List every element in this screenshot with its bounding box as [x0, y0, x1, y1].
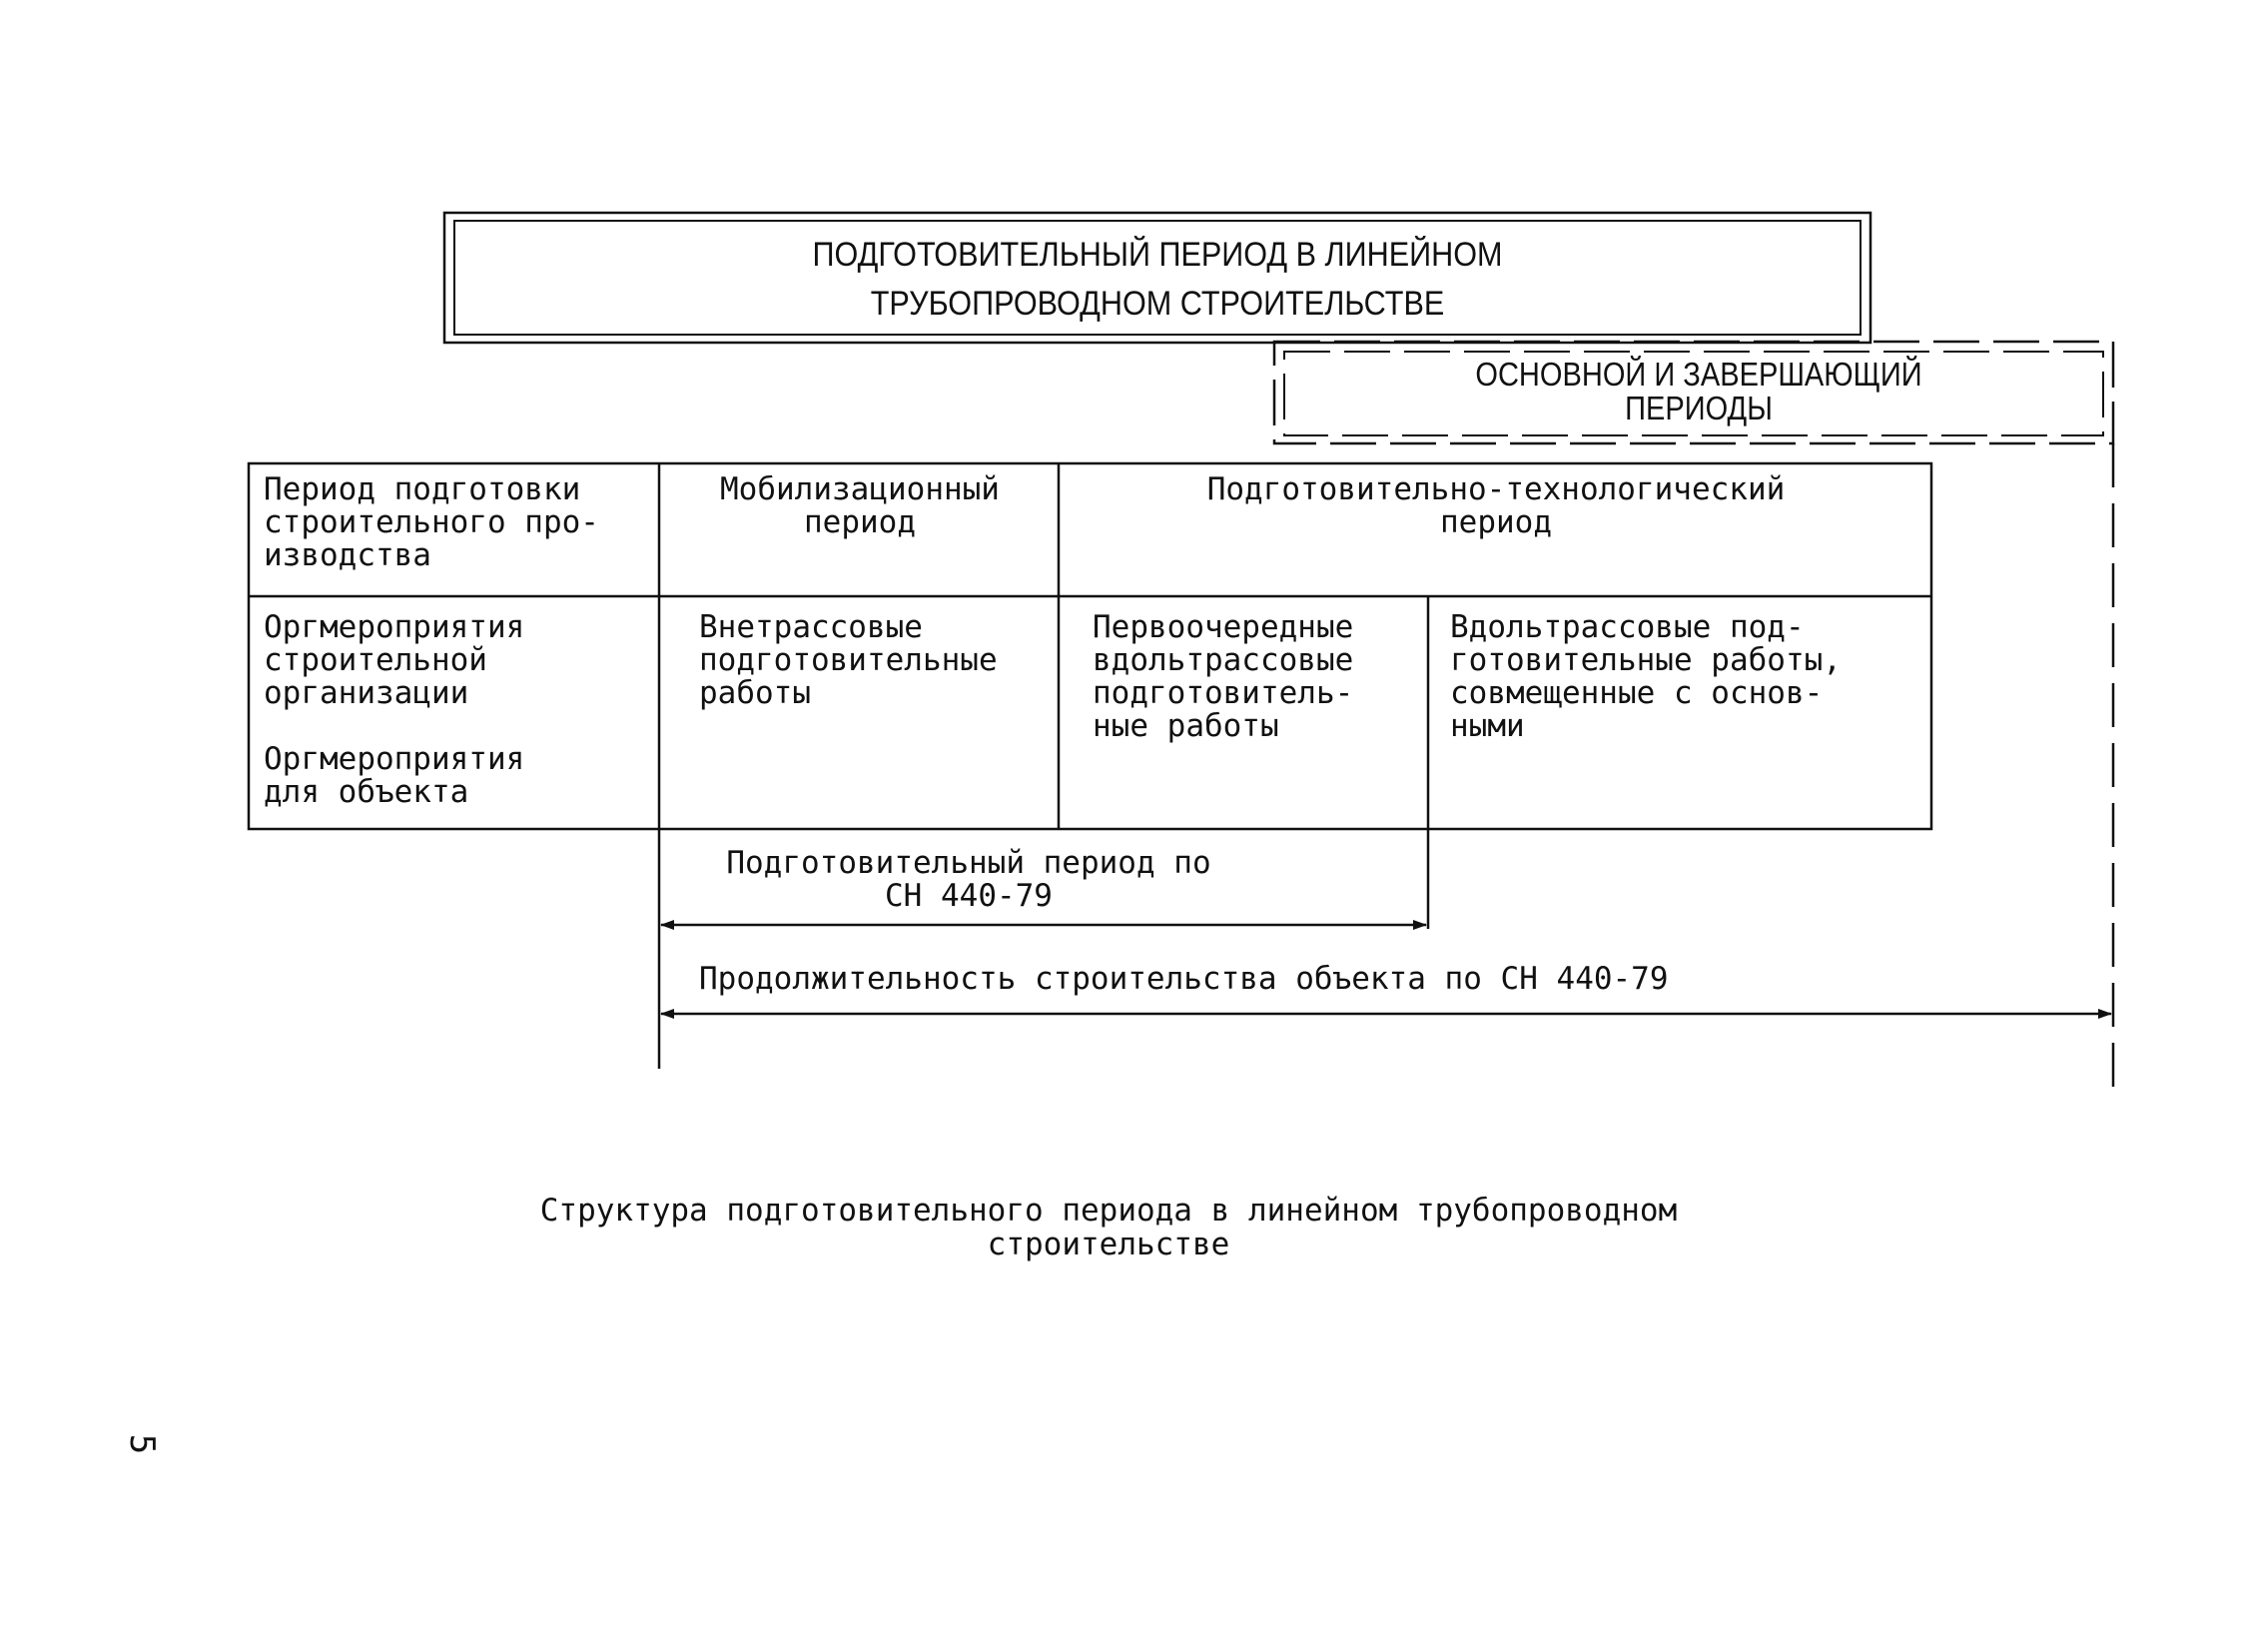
page-number: 5: [122, 1433, 163, 1455]
figure-caption: Структура подготовительного периода в линейном трубопроводном строительстве: [539, 1193, 1678, 1262]
body-cell-off-route-works: Внетрассовые подготовительные работы: [699, 609, 998, 711]
total-duration-label: Продолжительность строительства объекта по СН 440-79: [699, 961, 1669, 997]
top-box-title: [524, 221, 1790, 339]
top-box-line1: ПОДГОТОВИТЕЛЬНЫЙ ПЕРИОД В ЛИНЕЙНОМ: [812, 236, 1503, 274]
header-cell-prep-production: Период подготовки строительного про- изводства: [264, 471, 599, 573]
body-cell-org-measures-object: Оргмероприятия для объекта: [264, 741, 525, 810]
main-box-line2: ПЕРИОДЫ: [1625, 390, 1773, 426]
body-cell-priority-along-route-works: Первоочередные вдольтрассовые подготовитель- ные работы: [1093, 609, 1354, 744]
body-cell-org-measures-company: Оргмероприятия строительной организации: [264, 609, 525, 711]
body-cell-combined-along-route-works: Вдольтрассовые под- готовительные работы, совмещенные с основ- ными: [1450, 609, 1842, 744]
header-cell-prep-technological: Подготовительно-технологический период: [1206, 471, 1786, 540]
main-box-title: [1334, 350, 2063, 433]
header-cell-mobilization: Мобилизационный период: [720, 471, 1000, 540]
main-box-line1: ОСНОВНОЙ И ЗАВЕРШАЮЩИЙ: [1475, 356, 1922, 393]
top-box-line2: ТРУБОПРОВОДНОМ СТРОИТЕЛЬСТВЕ: [870, 285, 1445, 323]
prep-period-label: Подготовительный период по СН 440-79: [726, 845, 1211, 914]
